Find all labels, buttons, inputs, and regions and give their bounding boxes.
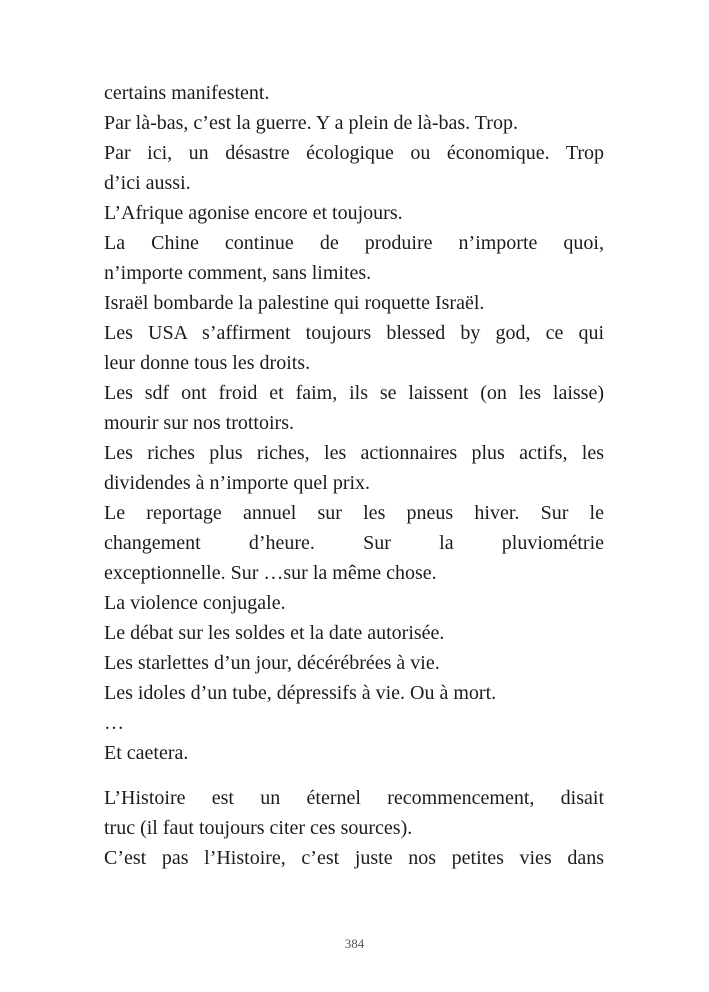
text-line: truc (il faut toujours citer ces sources). xyxy=(104,817,413,839)
text-line: … xyxy=(104,712,124,734)
text-line: Les starlettes d’un jour, décérébrées à vie. xyxy=(104,652,440,674)
text-line: L’Afrique agonise encore et toujours. xyxy=(104,202,403,224)
text-line: C’est pas l’Histoire, c’est juste nos petites vies dans xyxy=(104,847,604,869)
text-line: mourir sur nos trottoirs. xyxy=(104,412,294,434)
text-line: changement d’heure. Sur la pluviométrie xyxy=(104,532,604,554)
text-line: Les idoles d’un tube, dépressifs à vie. Ou à mort. xyxy=(104,682,497,704)
text-line: La Chine continue de produire n’importe quoi, xyxy=(104,232,604,254)
text-line: n’importe comment, sans limites. xyxy=(104,262,372,284)
text-line: exceptionnelle. Sur …sur la même chose. xyxy=(104,562,437,584)
text-line: Les USA s’affirment toujours blessed by god, ce qui xyxy=(104,322,604,344)
text-line: Par là-bas, c’est la guerre. Y a plein de là-bas. Trop. xyxy=(104,112,518,134)
text-line: La violence conjugale. xyxy=(104,592,286,614)
page-number: 384 xyxy=(344,936,365,951)
text-line: Les sdf ont froid et faim, ils se laissent (on les laisse) xyxy=(104,382,604,404)
text-line: Le reportage annuel sur les pneus hiver. Sur le xyxy=(104,502,604,524)
text-line: d’ici aussi. xyxy=(104,172,191,194)
text-line: dividendes à n’importe quel prix. xyxy=(104,472,371,494)
text-line: Les riches plus riches, les actionnaires plus actifs, les xyxy=(104,442,604,464)
page-text-block xyxy=(104,78,604,873)
text-line: Par ici, un désastre écologique ou économique. Trop xyxy=(104,142,604,164)
text-line: L’Histoire est un éternel recommencement, disait xyxy=(104,787,604,809)
text-line: Le débat sur les soldes et la date autorisée. xyxy=(104,622,445,644)
text-line: Israël bombarde la palestine qui roquette Israël. xyxy=(104,292,485,314)
text-line: certains manifestent. xyxy=(104,82,270,104)
text-line: leur donne tous les droits. xyxy=(104,352,311,374)
text-line: Et caetera. xyxy=(104,742,189,764)
